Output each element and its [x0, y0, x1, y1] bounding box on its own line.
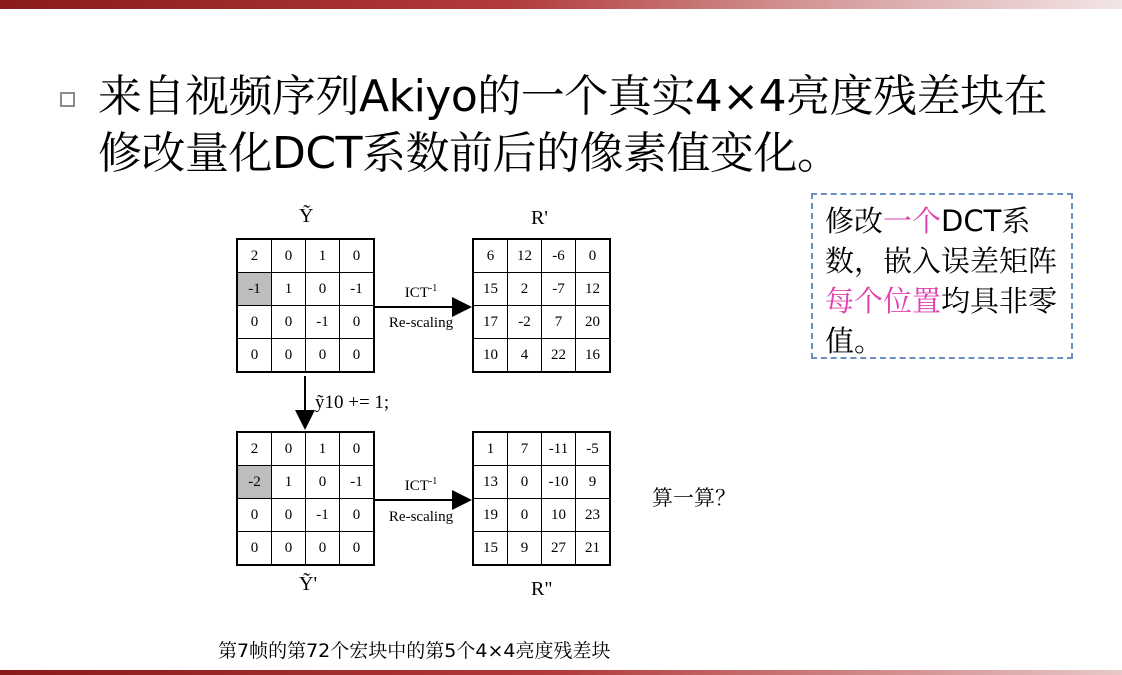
matrix-cell: 27: [542, 532, 576, 565]
rescaling-label-bottom: Re-scaling: [388, 509, 454, 525]
matrix-cell: 0: [272, 433, 306, 466]
matrix-cell: 0: [508, 466, 542, 499]
ict-sup: -1: [428, 283, 438, 294]
calc-prompt: 算一算？: [652, 486, 736, 510]
matrix-cell: 0: [306, 273, 340, 306]
matrix-cell: 0: [576, 240, 610, 273]
matrix-cell: 20: [576, 306, 610, 339]
matrix-cell: 1: [272, 466, 306, 499]
matrix-cell: 0: [340, 433, 374, 466]
matrix-cell: 2: [238, 433, 272, 466]
matrix-cell: 0: [306, 339, 340, 372]
matrix-cell: 0: [238, 532, 272, 565]
matrix-cell: 0: [340, 532, 374, 565]
note-text-2: DCT系数，嵌入误差矩阵: [825, 204, 1058, 278]
matrix-cell: 9: [508, 532, 542, 565]
matrix-cell: 0: [272, 532, 306, 565]
matrix-cell: -1: [340, 466, 374, 499]
matrix-cell: 12: [508, 240, 542, 273]
matrix-cell: -6: [542, 240, 576, 273]
matrix-cell: 0: [306, 466, 340, 499]
title-line-1: 来自视频序列Akiyo的一个真实4×4亮度残差块在: [98, 71, 1048, 122]
matrix-cell: 6: [474, 240, 508, 273]
increment-label: ỹ10 += 1;: [315, 392, 390, 413]
ict-label-top: [371, 283, 471, 302]
matrix-cell: 16: [576, 339, 610, 372]
matrix-cell: 0: [272, 499, 306, 532]
ict-sup: -1: [428, 476, 438, 487]
matrix-cell: 19: [474, 499, 508, 532]
matrix-cell: 22: [542, 339, 576, 372]
label-y-tilde: Ỹ: [299, 205, 314, 227]
matrix-cell: -1: [340, 273, 374, 306]
bottom-accent-bar: [0, 670, 1122, 675]
matrix-cell: 23: [576, 499, 610, 532]
note-highlight-1: 一个: [883, 204, 942, 238]
matrix-cell: 21: [576, 532, 610, 565]
figure-caption: 第7帧的第72个宏块中的第5个4×4亮度残差块: [218, 640, 611, 662]
matrix-cell: 13: [474, 466, 508, 499]
matrix-cell: -5: [576, 433, 610, 466]
matrix-cell: -11: [542, 433, 576, 466]
rescaling-label-top: Re-scaling: [388, 315, 454, 331]
note-box: [811, 193, 1073, 359]
note-text-3: 均具非零值。: [825, 284, 1058, 358]
note-text-1: 修改: [825, 204, 884, 238]
matrix-cell: 7: [542, 306, 576, 339]
matrix-cell: 2: [508, 273, 542, 306]
matrix-cell: -2: [238, 466, 272, 499]
matrix-cell: 0: [272, 306, 306, 339]
matrix-cell: 0: [272, 240, 306, 273]
matrix-cell: 0: [238, 306, 272, 339]
matrix-cell: -1: [238, 273, 272, 306]
matrix-cell: -10: [542, 466, 576, 499]
matrix-cell: 4: [508, 339, 542, 372]
matrix-cell: 1: [474, 433, 508, 466]
matrix-cell: 1: [306, 240, 340, 273]
matrix-cell: 0: [272, 339, 306, 372]
matrix-cell: 7: [508, 433, 542, 466]
label-r-prime: R': [531, 207, 548, 229]
matrix-cell: -2: [508, 306, 542, 339]
matrix-cell: 12: [576, 273, 610, 306]
matrix-cell: 0: [340, 306, 374, 339]
matrix-cell: 0: [340, 339, 374, 372]
matrix-cell: 1: [306, 433, 340, 466]
matrix-cell: 15: [474, 273, 508, 306]
matrix-cell: 0: [508, 499, 542, 532]
matrix-cell: 0: [238, 499, 272, 532]
matrix-cell: 10: [542, 499, 576, 532]
note-highlight-2: 每个位置: [825, 284, 942, 318]
matrix-cell: 15: [474, 532, 508, 565]
label-r-double-prime: R": [531, 578, 553, 600]
matrix-cell: -7: [542, 273, 576, 306]
ict-text: ICT: [404, 478, 429, 494]
matrix-cell: 0: [340, 240, 374, 273]
ict-label-bottom: [371, 476, 471, 495]
matrix-cell: -1: [306, 499, 340, 532]
matrix-cell: 10: [474, 339, 508, 372]
matrix-cell: 9: [576, 466, 610, 499]
matrix-cell: 1: [272, 273, 306, 306]
title-line-2: 修改量化DCT系数前后的像素值变化。: [98, 128, 841, 179]
matrix-cell: 0: [238, 339, 272, 372]
ict-text: ICT: [404, 285, 429, 301]
label-y-tilde-prime: Ỹ': [299, 573, 318, 595]
matrix-cell: -1: [306, 306, 340, 339]
matrix-cell: 0: [306, 532, 340, 565]
matrix-cell: 17: [474, 306, 508, 339]
matrix-cell: 0: [340, 499, 374, 532]
matrix-cell: 2: [238, 240, 272, 273]
